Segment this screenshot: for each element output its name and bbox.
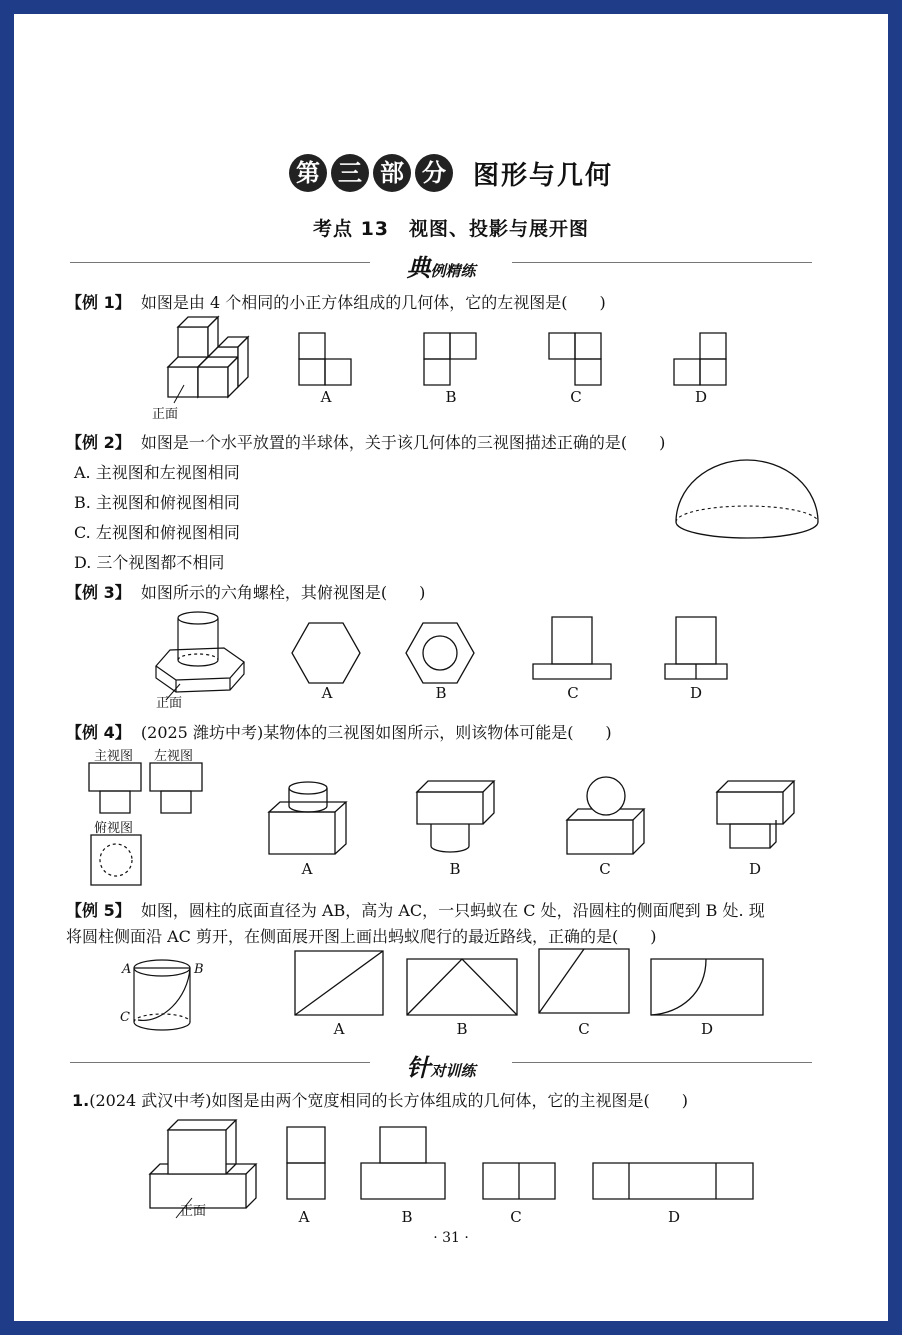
example-5-cylinder-figure (132, 958, 192, 1034)
example-2-option-b[interactable]: B. 主视图和俯视图相同 (74, 493, 240, 512)
example-4-option-c[interactable]: C (599, 860, 611, 878)
example-1-text: 如图是由 4 个相同的小正方体组成的几何体，它的左视图是( ) (140, 293, 606, 312)
part-char-4: 分 (415, 154, 453, 192)
question-1-source: (2024 武汉中考) (89, 1091, 212, 1110)
example-4-option-a-figure (268, 780, 348, 856)
example-4-option-d-figure (716, 780, 796, 856)
example-2-hemisphere-figure (674, 460, 820, 560)
example-5-question-line-2: 将圆柱侧面沿 AC 剪开，在侧面展开图上画出蚂蚁爬行的最近路线，正确的是( ) (66, 927, 657, 946)
example-3-option-a[interactable]: A (321, 684, 333, 702)
example-3-option-d[interactable]: D (689, 684, 703, 702)
example-5-option-a-figure (294, 950, 384, 1016)
example-1-front-label: 正面 (152, 407, 179, 422)
question-1-option-a[interactable]: A (298, 1208, 310, 1226)
textbook-page (14, 14, 888, 1321)
example-2-option-d[interactable]: D. 三个视图都不相同 (74, 553, 225, 572)
example-5-option-d[interactable]: D (700, 1020, 714, 1038)
part-char-1: 第 (289, 154, 327, 192)
question-1-front-label: 正面 (180, 1204, 207, 1219)
question-1 (72, 1088, 688, 1111)
example-3-option-a-figure (292, 622, 362, 684)
example-2-question (66, 430, 665, 453)
example-3-option-b-figure (406, 622, 476, 684)
question-1-number: 1. (72, 1091, 90, 1110)
example-4-top-view-label: 俯视图 (94, 821, 134, 836)
example-1-tag: 【例 1】 (66, 293, 131, 312)
section-examples-header (70, 248, 812, 282)
example-4-tag: 【例 4】 (66, 723, 131, 742)
question-1-option-d[interactable]: D (667, 1208, 681, 1226)
example-4-option-a[interactable]: A (301, 860, 313, 878)
question-1-text: 如图是由两个宽度相同的长方体组成的几何体，它的主视图是( ) (211, 1091, 689, 1110)
example-5-question-line-1 (66, 898, 765, 921)
example-4-option-c-figure (566, 776, 646, 856)
example-5-option-c-figure (538, 948, 630, 1014)
example-1-option-c[interactable]: C (570, 388, 582, 406)
section-training-header (70, 1048, 812, 1082)
example-4-left-view-label: 左视图 (154, 749, 194, 764)
example-4-option-d[interactable]: D (748, 860, 762, 878)
example-4-front-view-label: 主视图 (94, 749, 134, 764)
example-3-option-b[interactable]: B (435, 684, 447, 702)
example-5-option-c[interactable]: C (578, 1020, 590, 1038)
section-examples-big: 典 (406, 254, 431, 282)
question-1-option-c-figure (482, 1162, 558, 1202)
example-2-option-a[interactable]: A. 主视图和左视图相同 (74, 463, 240, 482)
part-title-text: 图形与几何 (472, 160, 613, 191)
example-1-option-b[interactable]: B (445, 388, 457, 406)
example-5-option-b-figure (406, 958, 518, 1016)
example-3-bolt-figure (152, 610, 252, 690)
part-char-3: 部 (373, 154, 411, 192)
question-1-option-d-figure (592, 1162, 756, 1202)
example-5-text-1: 如图，圆柱的底面直径为 AB，高为 AC，一只蚂蚁在 C 处，沿圆柱的侧面爬到 B 处. 现 (140, 901, 765, 920)
example-4-top-view (90, 834, 144, 888)
example-3-tag: 【例 3】 (66, 583, 131, 602)
example-1-solid-figure (164, 319, 254, 399)
example-3-option-c[interactable]: C (567, 684, 579, 702)
example-5-option-b[interactable]: B (456, 1020, 468, 1038)
question-1-solid-figure (146, 1112, 258, 1206)
example-5-point-a: A (122, 962, 132, 977)
question-1-option-a-figure (286, 1126, 328, 1202)
page-number: · 31 · (433, 1230, 469, 1246)
question-1-option-c[interactable]: C (510, 1208, 522, 1226)
example-1-question (66, 290, 606, 313)
example-3-question (66, 580, 425, 603)
question-1-option-b[interactable]: B (401, 1208, 413, 1226)
example-4-option-b[interactable]: B (449, 860, 461, 878)
example-4-front-left-views (88, 762, 218, 816)
example-1-option-a[interactable]: A (320, 388, 332, 406)
section-training-rest: 对训练 (430, 1062, 476, 1080)
topic-title: 考点 13 视图、投影与展开图 (312, 218, 590, 240)
example-3-text: 如图所示的六角螺栓，其俯视图是( ) (140, 583, 426, 602)
section-training-big: 针 (406, 1054, 431, 1082)
example-3-option-c-figure (532, 616, 614, 680)
example-5-tag: 【例 5】 (66, 901, 131, 920)
part-char-2: 三 (331, 154, 369, 192)
example-1-option-d-figure (673, 332, 729, 386)
example-3-front-label: 正面 (156, 696, 183, 711)
example-5-point-c: C (120, 1010, 130, 1025)
example-5-option-d-figure (650, 958, 764, 1016)
example-3-option-d-figure (664, 616, 730, 680)
example-2-tag: 【例 2】 (66, 433, 131, 452)
example-1-option-b-figure (423, 332, 479, 386)
example-5-option-a[interactable]: A (333, 1020, 345, 1038)
example-1-option-a-figure (298, 332, 354, 386)
example-4-question (66, 720, 612, 743)
part-title (14, 154, 888, 192)
example-4-option-b-figure (416, 780, 496, 856)
example-4-text: 某物体的三视图如图所示，则该物体可能是( ) (263, 723, 612, 742)
example-5-point-b: B (194, 962, 204, 977)
example-2-text: 如图是一个水平放置的半球体，关于该几何体的三视图描述正确的是( ) (140, 433, 666, 452)
question-1-option-b-figure (360, 1126, 448, 1202)
example-1-option-d[interactable]: D (694, 388, 708, 406)
section-examples-rest: 例精练 (430, 262, 476, 280)
example-1-option-c-figure (548, 332, 604, 386)
example-4-source: (2025 潍坊中考) (140, 723, 264, 742)
example-2-option-c[interactable]: C. 左视图和俯视图相同 (74, 523, 240, 542)
